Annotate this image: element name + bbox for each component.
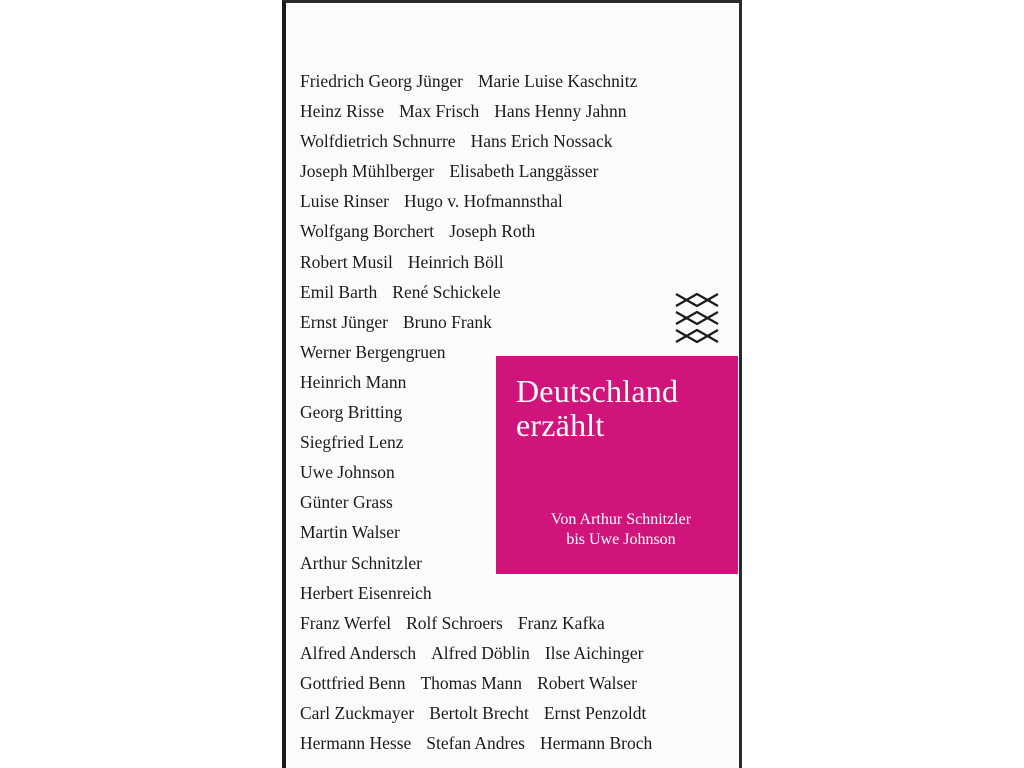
author-name: Carl Zuckmayer bbox=[300, 702, 415, 723]
author-name: Hugo v. Hofmannsthal bbox=[403, 191, 563, 212]
author-name: Franz Werfel bbox=[300, 612, 392, 633]
author-name: Werner Bergengruen bbox=[300, 341, 446, 362]
author-name: Hermann Broch bbox=[539, 733, 653, 754]
author-name: Wolfgang Borchert bbox=[300, 221, 435, 242]
author-name: Emil Barth bbox=[300, 281, 378, 302]
author-name: Bruno Frank bbox=[402, 311, 492, 332]
fischer-fish-logo-icon bbox=[674, 290, 720, 346]
author-line bbox=[300, 66, 740, 96]
author-name: Alfred Döblin bbox=[431, 642, 530, 663]
author-line bbox=[300, 608, 740, 638]
author-name: Rolf Schroers bbox=[406, 612, 503, 633]
author-name: Heinz Risse bbox=[300, 101, 385, 122]
author-line bbox=[300, 638, 740, 668]
author-name: Franz Kafka bbox=[517, 612, 605, 633]
author-line bbox=[300, 156, 740, 186]
author-name: Heinrich Böll bbox=[407, 251, 504, 272]
title-panel bbox=[496, 356, 738, 574]
author-name: Joseph Mühlberger bbox=[300, 161, 435, 182]
author-line bbox=[300, 668, 740, 698]
author-name: Alfred Andersch bbox=[300, 642, 417, 663]
book-title-line-2: erzählt bbox=[516, 407, 605, 443]
author-name: Herbert Eisenreich bbox=[300, 582, 432, 603]
author-line bbox=[300, 126, 740, 156]
author-name: Gottfried Benn bbox=[300, 672, 406, 693]
author-line bbox=[300, 698, 740, 728]
author-name: Georg Britting bbox=[300, 402, 403, 423]
author-name: Martin Walser bbox=[300, 522, 400, 543]
author-name: Max Frisch bbox=[399, 101, 480, 122]
author-name: Heinrich Mann bbox=[300, 371, 407, 392]
author-name: Robert Musil bbox=[300, 251, 393, 272]
author-name: Ernst Jünger bbox=[300, 311, 388, 332]
book-subtitle bbox=[521, 510, 721, 550]
author-name: Hans Henny Jahnn bbox=[494, 101, 627, 122]
author-name: Bertolt Brecht bbox=[429, 702, 529, 723]
author-name: Wolfdietrich Schnurre bbox=[300, 131, 456, 152]
book-subtitle-line-2: bis Uwe Johnson bbox=[566, 531, 676, 548]
author-name: Ilse Aichinger bbox=[544, 642, 644, 663]
author-name: René Schickele bbox=[392, 281, 501, 302]
book-subtitle-line-1: Von Arthur Schnitzler bbox=[550, 511, 692, 528]
author-line bbox=[300, 247, 740, 277]
author-name: Friedrich Georg Jünger bbox=[300, 71, 463, 91]
author-name: Luise Rinser bbox=[300, 191, 389, 212]
author-name: Hermann Hesse bbox=[300, 733, 412, 754]
author-name: Stefan Andres bbox=[426, 733, 525, 754]
author-name: Siegfried Lenz bbox=[300, 432, 404, 453]
author-name: Robert Walser bbox=[537, 672, 637, 693]
author-line bbox=[300, 186, 740, 216]
author-line bbox=[300, 728, 740, 758]
book-title-line-1: Deutschland bbox=[516, 373, 679, 409]
author-name: Elisabeth Langgässer bbox=[449, 161, 599, 182]
author-name: Günter Grass bbox=[300, 492, 393, 513]
author-line bbox=[300, 96, 740, 126]
book-title bbox=[516, 374, 678, 442]
author-line bbox=[300, 216, 740, 246]
author-name: Thomas Mann bbox=[420, 672, 523, 693]
author-name: Uwe Johnson bbox=[300, 462, 395, 483]
author-name: Ernst Penzoldt bbox=[543, 702, 647, 723]
author-line bbox=[300, 578, 740, 608]
author-name: Hans Erich Nossack bbox=[470, 131, 613, 152]
author-name: Marie Luise Kaschnitz bbox=[477, 71, 638, 91]
author-name: Arthur Schnitzler bbox=[300, 552, 422, 573]
author-name: Joseph Roth bbox=[449, 221, 536, 242]
